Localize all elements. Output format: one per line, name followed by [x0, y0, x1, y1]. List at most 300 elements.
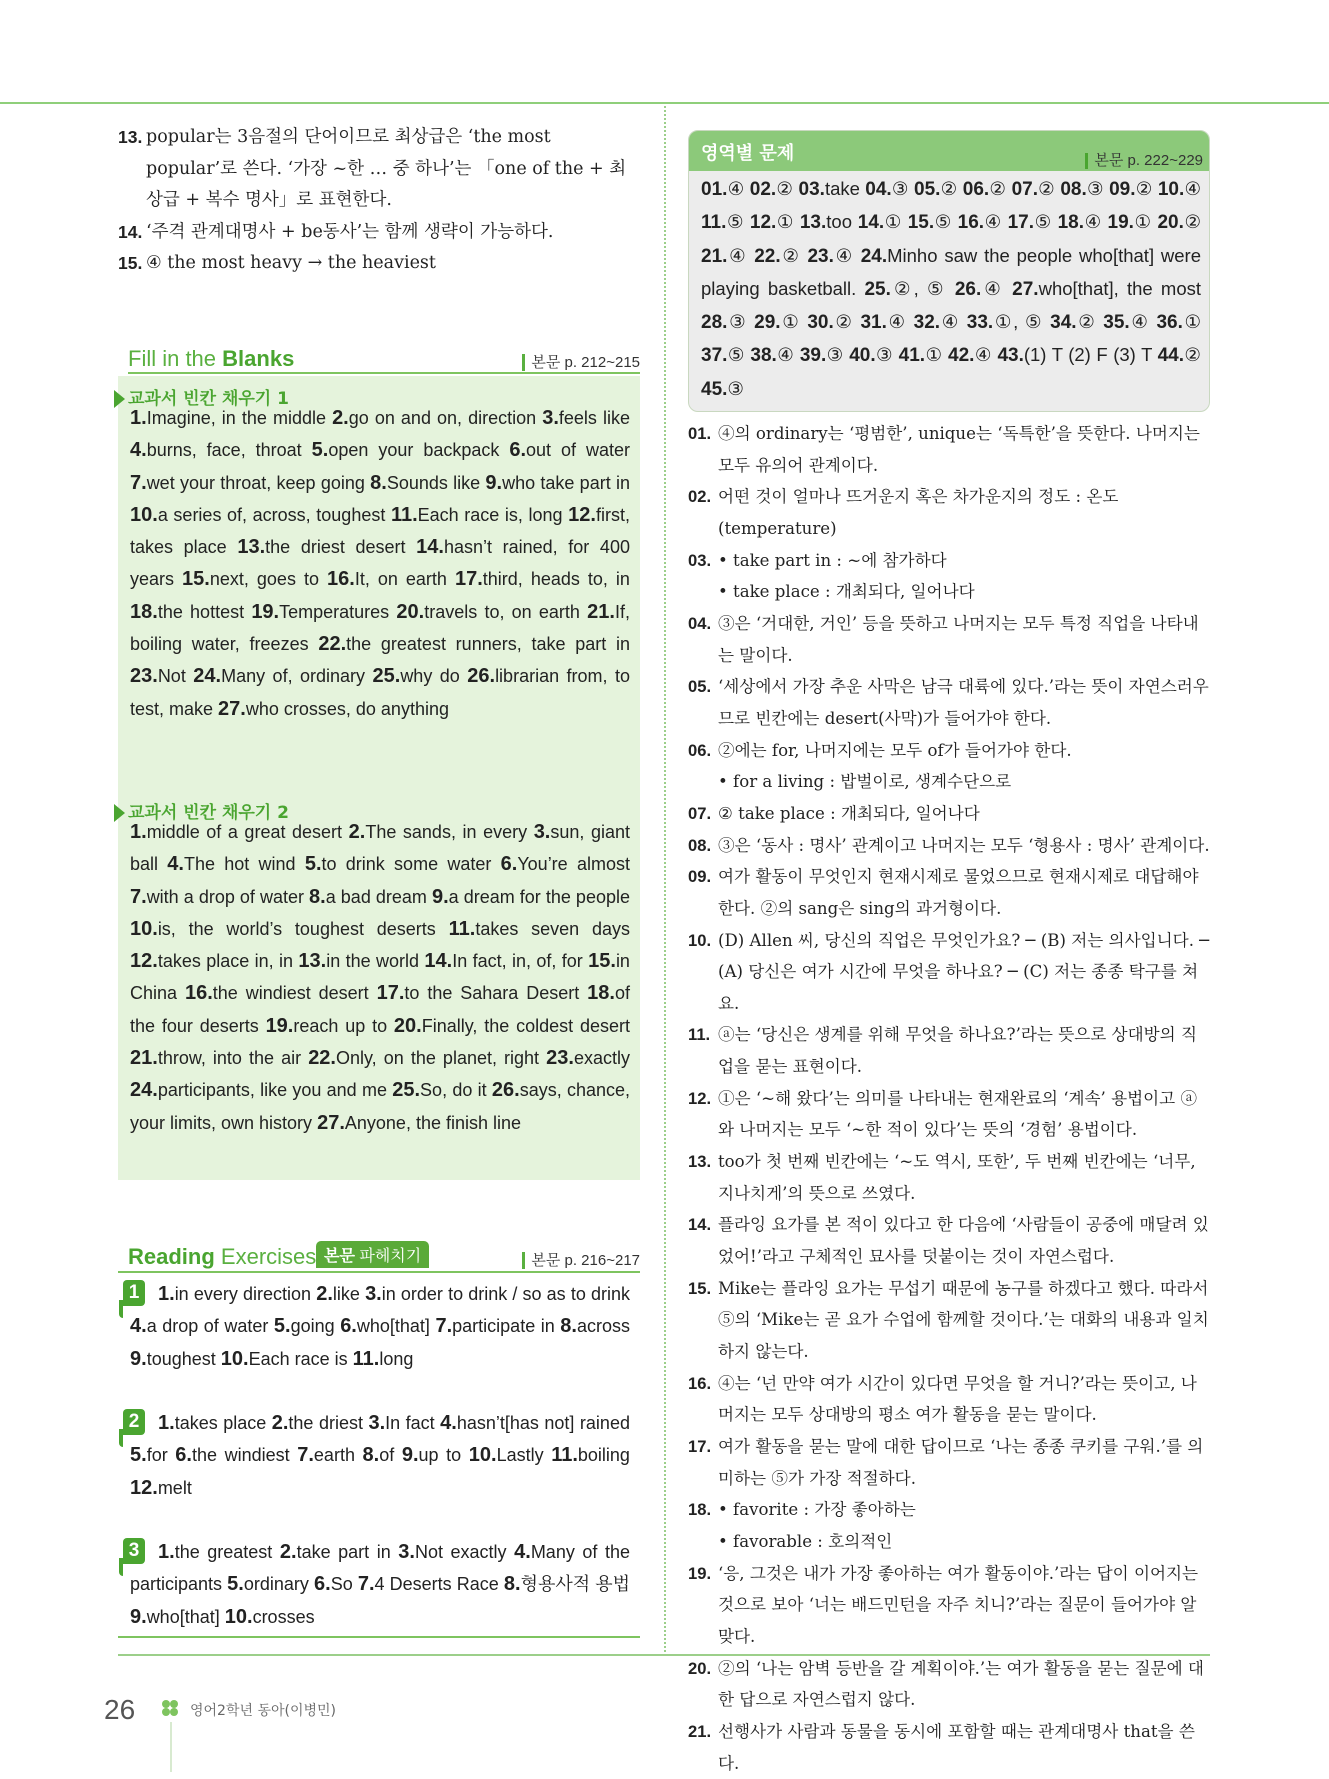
answer-text: who crosses, do anything	[245, 698, 449, 719]
answer-number: 22.	[318, 633, 347, 656]
answer-text: ④	[886, 311, 907, 333]
answer-number: 39.	[799, 345, 827, 367]
answer-text: is, the world’s toughest deserts	[157, 918, 436, 939]
answer-number: 9.	[485, 471, 503, 494]
item-text: • take part in : ~에 참가하다	[718, 550, 947, 570]
answer-number: 16.	[327, 568, 355, 591]
answer-text: throw, into the air	[157, 1048, 302, 1069]
answer-text: long	[379, 1348, 414, 1369]
reading-exercises-header	[128, 1240, 640, 1270]
reading-answers-2	[130, 1407, 630, 1504]
answer-text: Each race is	[248, 1348, 348, 1369]
answer-number: 10.	[220, 1347, 249, 1370]
fill-page-ref: 본문 p. 212~215	[522, 354, 640, 371]
answer-number: 16.	[184, 982, 213, 1005]
group-badge: 2	[123, 1409, 145, 1435]
item-text: ④ the most heavy → the heaviest	[146, 253, 436, 273]
answer-number: 5.	[130, 1444, 147, 1467]
reading-answers-1	[130, 1278, 630, 1375]
item-number: 08.	[688, 835, 712, 855]
item-text: • favorite : 가장 좋아하는	[718, 1500, 916, 1520]
answer-text: ④	[727, 244, 748, 266]
arrow-icon	[114, 804, 125, 822]
subhead-1: 교과서 빈칸 채우기 1	[118, 384, 289, 409]
item-text: ②의 ‘나는 암벽 등반을 갈 계획이야.’는 여가 활동을 묻는 질문에 대한 답으로 자연스럽지 않다.	[718, 1658, 1204, 1710]
answer-number: 27.	[1012, 278, 1039, 300]
explanation-item	[688, 1716, 1210, 1779]
item-number: 01.	[688, 424, 712, 443]
explanation-item	[688, 608, 1210, 671]
answer-text: ②	[1037, 178, 1055, 199]
answer-text: of	[379, 1445, 395, 1466]
answer-text: In fact	[385, 1413, 435, 1433]
answer-text: Minho saw the people who[that] were playing basketball.	[701, 244, 1202, 299]
answer-text: 형용사적 용법	[520, 1574, 630, 1595]
answer-text: Finally, the coldest desert	[421, 1015, 630, 1036]
answer-number: 14.	[857, 212, 885, 234]
area-page-ref: 본문 p. 222~229	[1085, 153, 1203, 169]
item-text: ①은 ‘~해 왔다’는 의미를 나타내는 현재완료의 ‘계속’ 용법이고 ⓐ와 나머지는 모두 ‘~한 적이 있다’는 뜻의 ‘경험’ 용법이다.	[718, 1088, 1198, 1140]
answer-number: 14.	[424, 950, 453, 973]
answer-text: Only, on the planet, right	[336, 1048, 540, 1069]
answer-text: the windiest desert	[212, 983, 369, 1004]
explanation-item	[688, 418, 1210, 481]
answer-number: 25.	[392, 1079, 421, 1102]
column-separator	[664, 106, 666, 1656]
answer-number: 10.	[1157, 179, 1185, 200]
item-text: ④는 ‘넌 만약 여가 시간이 있다면 무엇을 할 거니?’라는 뜻이고, 나머지는 모두 상대방의 평소 여가 활동을 묻는 말이다.	[718, 1373, 1197, 1425]
explanation-item	[688, 545, 1210, 577]
answer-text: ③	[826, 344, 844, 366]
item-number: 03.	[688, 550, 712, 570]
answer-number: 38.	[750, 345, 777, 367]
answer-number: 21.	[587, 600, 615, 623]
answer-text: ②	[989, 178, 1007, 199]
answer-text: in every direction	[174, 1284, 312, 1304]
answer-text: You’re almost	[517, 854, 630, 875]
answer-text: Each race is, long	[417, 504, 563, 525]
item-number	[688, 576, 718, 608]
answer-number: 9.	[401, 1444, 419, 1467]
page-number: 26	[104, 1694, 136, 1725]
answer-number: 1.	[130, 821, 147, 843]
answer-text: ⑤	[726, 211, 745, 233]
answer-number: 23.	[807, 245, 834, 267]
reading-tag: 본문 파헤치기	[316, 1241, 429, 1268]
item-text: ② take place : 개최되다, 일어나다	[718, 803, 980, 823]
reading-rule	[118, 1271, 640, 1273]
answer-text: hasn’t[has not] rained	[456, 1413, 630, 1433]
item-number: 11.	[688, 1025, 711, 1045]
explanation-item	[118, 217, 640, 249]
answer-text: ①	[925, 344, 943, 366]
item-text: 어떤 것이 얼마나 뜨거운지 혹은 차가운지의 정도 : 온도(temperature)	[718, 487, 1119, 538]
answer-number: 25.	[864, 278, 891, 300]
answer-text: a series of, across, toughest	[157, 504, 386, 525]
answer-text: middle of a great desert	[146, 822, 343, 842]
answer-text: It, on earth	[354, 569, 447, 590]
item-text: • take place : 개최되다, 일어나다	[718, 582, 975, 602]
answer-text: the driest	[288, 1413, 363, 1433]
area-answers	[701, 173, 1201, 406]
answer-text: ②	[1184, 344, 1202, 366]
explanation-item	[688, 1083, 1210, 1146]
answer-text: take	[824, 178, 860, 199]
explanation-item	[688, 1146, 1210, 1209]
explanation-item	[688, 925, 1210, 1020]
clover-icon	[158, 1697, 182, 1721]
answer-text: ④	[981, 277, 1004, 299]
answer-text: a bad dream	[325, 886, 427, 907]
item-text: ‘응, 그것은 내가 가장 좋아하는 여가 활동이야.’라는 답이 이어지는 것으로 보아 ‘너는 배드민턴을 자주 치니?’라는 질문이 들어가야 알맞다.	[718, 1563, 1199, 1646]
answer-number: 6.	[175, 1444, 192, 1467]
answer-text: participants, like you and me	[157, 1080, 387, 1101]
answer-text: Sounds like	[386, 472, 481, 493]
answer-text: Anyone, the finish line	[344, 1112, 522, 1133]
area-title: 영역별 문제	[701, 143, 795, 164]
explanation-item	[688, 1209, 1210, 1272]
item-text: 여가 활동이 무엇인지 현재시제로 물었으므로 현재시제로 대답해야 한다. ②의 sang은 sing의 과거형이다.	[718, 867, 1199, 918]
answer-number: 7.	[130, 471, 147, 494]
answer-number: 40.	[849, 345, 876, 367]
area-answers-box	[688, 130, 1210, 412]
answer-number: 24.	[860, 245, 888, 267]
reading-title: Reading Exercises	[128, 1244, 317, 1269]
answer-number: 3.	[368, 1412, 386, 1434]
answer-text: ①	[884, 211, 902, 233]
explanation-item	[688, 671, 1210, 734]
decor-line	[170, 1722, 172, 1772]
answer-number: 1.	[158, 1412, 175, 1434]
answer-text: ①	[1133, 211, 1152, 233]
answer-number: 26.	[491, 1079, 520, 1102]
fill-title: Fill in the Blanks	[128, 346, 295, 371]
answer-number: 21.	[701, 245, 728, 267]
answer-text: sun, giant ball	[130, 822, 630, 875]
explanation-item	[688, 1558, 1210, 1653]
item-text: ‘주격 관계대명사 + be동사’는 함께 생략이 가능하다.	[146, 221, 554, 242]
answer-text: So, do it	[420, 1080, 487, 1101]
answer-number: 2.	[316, 1283, 333, 1305]
answer-text: Temperatures	[279, 601, 390, 622]
answer-text: ①	[776, 211, 795, 233]
answer-number: 26.	[954, 278, 982, 300]
explanation-item	[688, 481, 1210, 544]
answer-text: who[that]	[146, 1606, 220, 1627]
answer-text: like	[332, 1284, 360, 1304]
answer-number: 15.	[907, 212, 935, 234]
answer-number: 45.	[701, 378, 728, 400]
item-text: ②에는 for, 나머지에는 모두 of가 들어가야 한다.	[718, 740, 1072, 760]
answer-number: 03.	[798, 179, 825, 200]
answer-text: the greatest	[174, 1542, 273, 1562]
explanation-item	[688, 1368, 1210, 1431]
answer-text: Not exactly	[414, 1542, 507, 1562]
answer-number: 9.	[431, 885, 449, 908]
answer-text: travels to, on earth	[424, 601, 580, 622]
answer-text: ②, ⑤	[890, 277, 947, 299]
answer-number: 23.	[546, 1047, 574, 1070]
reading-answers-3	[130, 1536, 630, 1633]
explanation-item	[118, 122, 640, 217]
answer-number: 41.	[898, 345, 926, 367]
answer-number: 12.	[130, 1476, 158, 1499]
item-text: • for a living : 밥벌이로, 생계수단으로	[718, 772, 1012, 792]
answer-text: the driest desert	[265, 537, 406, 558]
item-text: Mike는 플라잉 요가는 무섭기 때문에 농구를 하겠다고 했다. 따라서 ⑤의 ‘Mike는 곧 요가 수업에 함께할 것이다.’는 대화의 내용과 일치하지 않는다.	[718, 1278, 1209, 1362]
explanation-item	[688, 1494, 1210, 1526]
answer-text: ④	[940, 311, 960, 333]
answer-text: for	[146, 1445, 168, 1466]
book-title: 영어2학년 동아(이병민)	[190, 1703, 336, 1719]
answer-number: 7.	[130, 885, 147, 908]
item-number: 05.	[688, 677, 712, 697]
answer-text: ④	[1184, 178, 1202, 199]
answer-text: ②	[1076, 311, 1097, 333]
answer-text: a dream for the people	[448, 886, 630, 907]
answer-text: hasn’t rained, for 400 years	[130, 537, 630, 590]
right-explanations	[688, 418, 1210, 1779]
answer-number: 9.	[130, 1605, 147, 1628]
group-badge: 3	[123, 1538, 145, 1564]
answer-number: 21.	[130, 1047, 158, 1070]
answer-number: 4.	[130, 439, 147, 462]
answer-number: 3.	[365, 1283, 382, 1305]
answer-number: 20.	[393, 1014, 422, 1037]
item-number: 12.	[688, 1088, 712, 1108]
explanation-item	[688, 735, 1210, 767]
answer-text: toughest	[146, 1348, 216, 1369]
answer-text: melt	[157, 1477, 192, 1498]
explanation-item	[688, 1431, 1210, 1494]
answer-number: 20.	[396, 600, 425, 623]
answer-number: 3.	[398, 1541, 415, 1563]
fill-in-blanks-header	[128, 342, 640, 374]
item-text: (D) Allen 씨, 당신의 직업은 무엇인가요? ─ (B) 저는 의사입니다. ─ (A) 당신은 여가 시간에 무엇을 하나요? ─ (C) 저는 종종 탁구를 쳐요.	[718, 930, 1210, 1013]
answer-number: 22.	[754, 245, 781, 267]
answer-text: the windiest	[191, 1445, 290, 1466]
answer-number: 42.	[948, 345, 975, 367]
item-number: 10.	[688, 930, 712, 950]
answer-number: 22.	[308, 1047, 336, 1070]
answer-number: 11.	[352, 1347, 380, 1370]
answer-text: takes place in, in	[157, 951, 294, 972]
answer-number: 43.	[997, 345, 1024, 367]
answer-number: 15.	[588, 950, 616, 973]
answer-number: 9.	[130, 1347, 147, 1370]
answer-number: 07.	[1011, 179, 1038, 200]
fill-answers-1	[130, 402, 630, 725]
answer-text: 4 Deserts Race	[374, 1574, 499, 1595]
item-number	[688, 766, 718, 798]
answer-number: 10.	[130, 917, 158, 940]
answer-text: (1) T (2) F (3) T	[1023, 344, 1153, 366]
left-top-explanations	[118, 122, 640, 280]
item-number: 20.	[688, 1658, 712, 1678]
item-number: 06.	[688, 740, 712, 760]
answer-text: in the world	[326, 951, 419, 972]
item-number: 17.	[688, 1437, 712, 1456]
item-text: 여가 활동을 묻는 말에 대한 답이므로 ‘나는 종종 쿠키를 구워.’를 의미하는 ⑤가 가장 적절하다.	[718, 1437, 1204, 1488]
answer-number: 11.	[390, 503, 418, 526]
item-text: ③은 ‘거대한, 거인’ 등을 뜻하고 나머지는 모두 특정 직업을 나타내는 말이다.	[718, 613, 1199, 665]
explanation-item	[688, 861, 1210, 924]
answer-number: 2.	[348, 821, 366, 843]
answer-number: 04.	[865, 179, 892, 200]
bottom-rule	[118, 1654, 1210, 1656]
answer-text: a drop of water	[146, 1316, 269, 1337]
item-number: 09.	[688, 867, 712, 887]
answer-number: 7.	[357, 1573, 375, 1596]
answer-number: 15.	[182, 568, 210, 591]
answer-number: 8.	[370, 471, 387, 494]
answer-number: 11.	[551, 1444, 578, 1467]
answer-text: ①	[1182, 311, 1202, 333]
answer-number: 27.	[218, 697, 246, 720]
item-number: 02.	[688, 487, 712, 507]
answer-text: ⑤	[727, 344, 745, 366]
answer-number: 8.	[503, 1573, 521, 1596]
answer-number: 7.	[297, 1444, 314, 1467]
item-number: 04.	[688, 613, 712, 633]
reading-page-ref: 본문 p. 216~217	[522, 1252, 640, 1269]
answer-number: 25.	[372, 665, 401, 688]
answer-text: to drink some water	[321, 854, 492, 875]
answer-text: ③	[875, 344, 894, 366]
top-rule	[0, 102, 1329, 104]
answer-text: who[that], the most	[1038, 277, 1202, 299]
answer-number: 10.	[468, 1444, 497, 1467]
answer-number: 18.	[587, 982, 615, 1005]
answer-number: 1.	[130, 407, 147, 429]
answer-text: Many of the participants	[130, 1542, 630, 1595]
item-text: ⓐ는 ‘당신은 생계를 위해 무엇을 하나요?’라는 뜻으로 상대방의 직업을 묻는 표현이다.	[718, 1025, 1197, 1077]
answer-number: 11.	[701, 212, 727, 234]
answer-number: 35.	[1103, 312, 1130, 334]
answer-text: reach up to	[293, 1015, 388, 1036]
answer-text: takes place	[174, 1413, 267, 1433]
item-number: 15.	[118, 253, 143, 273]
answer-number: 06.	[962, 179, 990, 200]
explanation-item	[688, 1653, 1210, 1716]
answer-number: 08.	[1060, 179, 1087, 200]
answer-text: next, goes to	[209, 569, 319, 590]
item-number	[688, 1526, 718, 1558]
item-number: 14.	[688, 1215, 712, 1235]
answer-text: ①	[780, 311, 801, 333]
answer-number: 34.	[1050, 312, 1077, 334]
answer-number: 5.	[227, 1573, 244, 1596]
answer-text: ⑤	[934, 211, 952, 233]
explanation-item	[688, 1019, 1210, 1082]
answer-number: 23.	[130, 665, 158, 688]
answer-text: In fact, in, of, for	[452, 951, 583, 972]
item-number: 21.	[688, 1721, 712, 1741]
answer-text: exactly	[573, 1048, 630, 1069]
answer-text: So	[330, 1574, 353, 1595]
answer-number: 8.	[309, 885, 326, 908]
answer-text: ②	[940, 178, 958, 199]
answer-text: go on and on, direction	[348, 408, 537, 428]
answer-text: ④	[984, 211, 1002, 233]
group-badge: 1	[123, 1280, 145, 1306]
explanation-item	[118, 248, 640, 280]
answer-text: burns, face, throat	[146, 440, 302, 461]
answer-number: 28.	[701, 312, 728, 334]
answer-number: 31.	[860, 312, 887, 334]
answer-number: 8.	[560, 1315, 577, 1338]
answer-text: up to	[418, 1445, 462, 1466]
answer-number: 24.	[193, 665, 222, 688]
answer-text: ④	[833, 244, 854, 266]
answer-number: 17.	[454, 568, 483, 591]
item-number: 16.	[688, 1373, 712, 1393]
explanation-item	[688, 766, 1210, 798]
answer-text: the hottest	[157, 601, 245, 622]
answer-number: 6.	[314, 1573, 331, 1596]
answer-text: Lastly	[496, 1445, 544, 1466]
answer-text: ⑤	[1034, 211, 1052, 233]
answer-text: to the Sahara Desert	[404, 983, 580, 1004]
answer-text: ①, ⑤	[993, 311, 1044, 333]
answer-text: of the four deserts	[130, 983, 630, 1036]
answer-number: 17.	[1007, 212, 1035, 234]
answer-text: wet your throat, keep going	[146, 472, 365, 493]
answer-text: librarian from, to test, make	[130, 666, 630, 719]
answer-number: 26.	[467, 665, 496, 688]
answer-number: 2.	[332, 407, 349, 429]
answer-text: the greatest runners, take part in	[346, 634, 630, 655]
answer-text: Not	[157, 666, 186, 687]
arrow-icon	[114, 390, 125, 408]
answer-number: 27.	[317, 1111, 345, 1134]
item-text: 선행사가 사람과 동물을 동시에 포함할 때는 관계대명사 that을 쓴다.	[718, 1721, 1195, 1773]
answer-number: 36.	[1156, 312, 1183, 334]
answer-number: 4.	[130, 1315, 147, 1338]
subhead-2: 교과서 빈칸 채우기 2	[118, 798, 289, 823]
answer-text: open your backpack	[328, 440, 500, 461]
answer-number: 10.	[224, 1605, 253, 1628]
item-number: 13.	[688, 1152, 712, 1172]
answer-text: ④	[1083, 211, 1102, 233]
answer-number: 8.	[362, 1444, 380, 1467]
answer-text: crosses	[252, 1606, 315, 1627]
answer-text: ③	[1086, 178, 1104, 199]
explanation-item	[688, 576, 1210, 608]
answer-text: The hot wind	[183, 854, 296, 875]
answer-text: The sands, in every	[365, 822, 528, 842]
answer-number: 11.	[448, 917, 476, 940]
answer-number: 19.	[265, 1014, 294, 1037]
answer-text: take part in	[296, 1542, 391, 1562]
answer-text: ③	[891, 178, 909, 199]
answer-text: ②	[780, 244, 801, 266]
item-text: too가 첫 번째 빈칸에는 ‘~도 역시, 또한’, 두 번째 빈칸에는 ‘너무, 지나치게’의 뜻으로 쓰였다.	[718, 1152, 1196, 1203]
answer-number: 1.	[158, 1283, 175, 1305]
answer-text: earth	[313, 1445, 355, 1466]
answer-text: out of water	[526, 440, 630, 461]
answer-number: 12.	[130, 950, 158, 973]
explanation-item	[688, 798, 1210, 830]
answer-number: 17.	[376, 982, 405, 1005]
answer-number: 3.	[533, 821, 551, 843]
answer-number: 44.	[1157, 345, 1185, 367]
answer-number: 2.	[279, 1541, 297, 1563]
item-text: ④의 ordinary는 ‘평범한’, unique는 ‘독특한’을 뜻한다. 나머지는 모두 유의어 관계이다.	[718, 424, 1200, 475]
answer-text: ②	[1135, 178, 1153, 199]
answer-text: first, takes place	[130, 504, 630, 558]
item-text: 플라잉 요가를 본 적이 있다고 한 다음에 ‘사람들이 공중에 매달려 있었어!’라고 구체적인 묘사를 덧붙이는 것이 자연스럽다.	[718, 1215, 1209, 1267]
